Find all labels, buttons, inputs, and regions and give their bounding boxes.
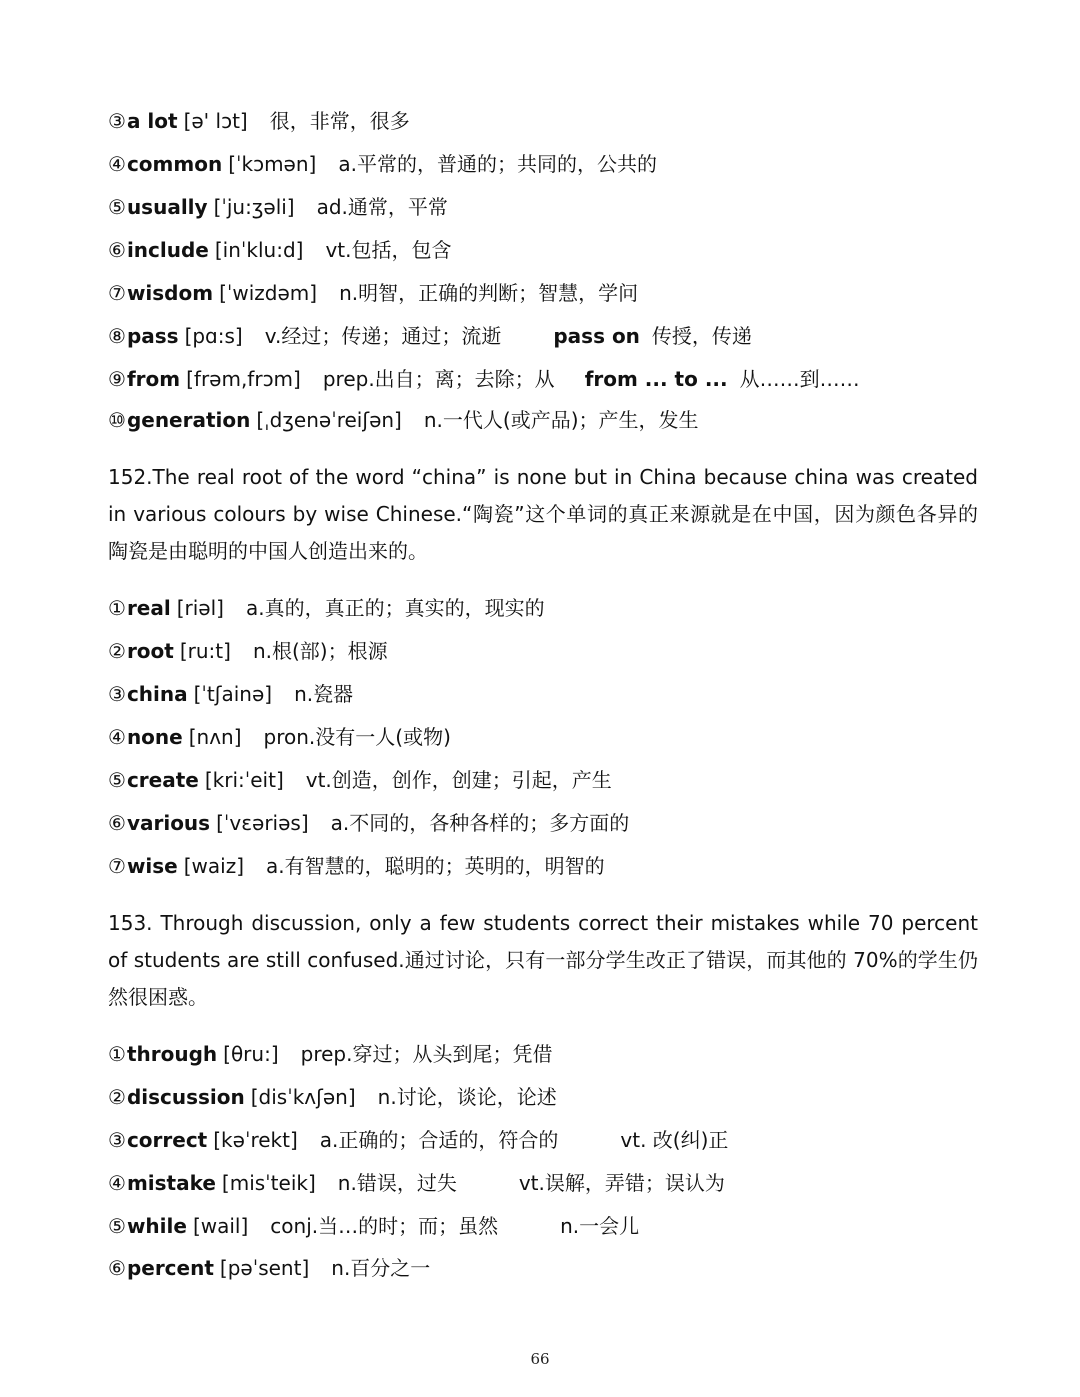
entry-extra-meaning: vt. 改(纠)正 xyxy=(620,1128,729,1152)
entry-number: ⑩ xyxy=(108,408,126,432)
vocab-entry xyxy=(108,1125,1008,1155)
entry-definition: a.平常的，普通的；共同的，公共的 xyxy=(338,152,657,176)
entry-phrase: from ... to ... xyxy=(584,367,728,391)
entry-phonetic: [kri:ˈeit] xyxy=(204,768,284,792)
entry-word: generation xyxy=(126,408,251,432)
entry-definition: 很，非常，很多 xyxy=(269,109,410,133)
entry-phonetic: [pəˈsent] xyxy=(219,1256,310,1280)
page-number: 66 xyxy=(530,1350,550,1368)
entry-phonetic: [pɑ:s] xyxy=(184,324,243,348)
entry-word: various xyxy=(126,811,211,835)
entry-word: a lot xyxy=(126,109,178,133)
vocab-entry xyxy=(108,1039,1008,1069)
vocab-entry xyxy=(108,321,1008,351)
entry-number: ② xyxy=(108,639,126,663)
entry-number: ⑤ xyxy=(108,768,126,792)
entry-word: none xyxy=(126,725,183,749)
entry-number: ② xyxy=(108,1085,126,1109)
vocab-entry xyxy=(108,192,1008,222)
entry-word: mistake xyxy=(126,1171,216,1195)
entry-definition: n.错误，过失 xyxy=(337,1171,457,1195)
entry-word: percent xyxy=(126,1256,214,1280)
entry-number: ⑥ xyxy=(108,238,126,262)
entry-extra-meaning: n.一会儿 xyxy=(560,1214,640,1238)
vocab-entry xyxy=(108,851,1008,881)
entry-number: ⑥ xyxy=(108,811,126,835)
entry-number: ⑤ xyxy=(108,195,126,219)
entry-definition: n.明智，正确的判断；智慧，学问 xyxy=(339,281,639,305)
entry-word: root xyxy=(126,639,174,663)
entry-phonetic: [nʌn] xyxy=(188,725,242,749)
entry-phonetic: [ˈju:ʒəli] xyxy=(213,195,295,219)
vocab-entry xyxy=(108,765,1008,795)
entry-number: ⑥ xyxy=(108,1256,126,1280)
entry-word: create xyxy=(126,768,199,792)
entry-word: include xyxy=(126,238,209,262)
entry-word: china xyxy=(126,682,188,706)
entry-phonetic: [misˈteik] xyxy=(221,1171,316,1195)
entry-number: ① xyxy=(108,1042,126,1066)
entry-number: ⑦ xyxy=(108,281,126,305)
entry-word: through xyxy=(126,1042,218,1066)
entry-definition: conj.当…的时；而；虽然 xyxy=(270,1214,499,1238)
entry-definition: n.瓷器 xyxy=(294,682,354,706)
vocab-entry xyxy=(108,1082,1008,1112)
vocab-entry xyxy=(108,106,1008,136)
entry-number: ⑧ xyxy=(108,324,126,348)
entry-definition: prep.出自；离；去除；从 xyxy=(322,367,555,391)
entry-number: ⑦ xyxy=(108,854,126,878)
vocab-entry xyxy=(108,722,1008,752)
vocab-entry xyxy=(108,364,1008,394)
entry-phonetic: [ˈwizdəm] xyxy=(219,281,318,305)
entry-phrase-meaning: 从……到…… xyxy=(739,367,860,391)
entry-definition: n.百分之一 xyxy=(331,1256,431,1280)
entry-definition: pron.没有一人(或物) xyxy=(263,725,451,749)
vocab-entry xyxy=(108,593,1008,623)
entry-phonetic: [wail] xyxy=(192,1214,249,1238)
entry-number: ④ xyxy=(108,1171,126,1195)
entry-word: wise xyxy=(126,854,178,878)
entry-extra-meaning: vt.误解，弄错；误认为 xyxy=(518,1171,725,1195)
entry-definition: a.正确的；合适的，符合的 xyxy=(319,1128,559,1152)
entry-number: ④ xyxy=(108,152,126,176)
entry-word: pass xyxy=(126,324,179,348)
entry-number: ③ xyxy=(108,109,126,133)
entry-phonetic: [ru:t] xyxy=(179,639,231,663)
entry-phonetic: [inˈklu:d] xyxy=(214,238,304,262)
example-sentence: 153. Through discussion, only a few students correct their mistakes while 70 percent of students are still confused.通过讨论，只有一部分学生改正了错误，而其他的 70%的学生仍然很困惑。 xyxy=(108,911,978,1009)
example-sentence: 152.The real root of the word “china” is none but in China because china was created in various colours by wise Chinese.“陶瓷”这个单词的真正来源就是在中国，因为颜色各异的陶瓷是由聪明的中国人创造出来的。 xyxy=(108,465,978,563)
entry-phonetic: [ə' lɔt] xyxy=(183,109,248,133)
entry-definition: ad.通常，平常 xyxy=(316,195,448,219)
entry-definition: n.讨论，谈论，论述 xyxy=(377,1085,557,1109)
entry-phonetic: [ˈtʃainə] xyxy=(193,682,273,706)
entry-word: common xyxy=(126,152,223,176)
entry-phonetic: [riəl] xyxy=(176,596,224,620)
vocab-entry xyxy=(108,149,1008,179)
entry-number: ① xyxy=(108,596,126,620)
entry-number: ⑨ xyxy=(108,367,126,391)
vocab-entry xyxy=(108,278,1008,308)
entry-word: from xyxy=(126,367,181,391)
entry-phonetic: [ˈkɔmən] xyxy=(228,152,317,176)
entry-phonetic: [ˈvɛəriəs] xyxy=(216,811,309,835)
entry-word: correct xyxy=(126,1128,208,1152)
entry-number: ③ xyxy=(108,1128,126,1152)
entry-definition: vt.包括，包含 xyxy=(325,238,452,262)
entry-word: real xyxy=(126,596,171,620)
entry-phonetic: [θru:] xyxy=(223,1042,279,1066)
entry-phonetic: [disˈkʌʃən] xyxy=(250,1085,356,1109)
entry-phonetic: [frəm,frɔm] xyxy=(186,367,301,391)
entry-word: while xyxy=(126,1214,187,1238)
vocab-entry xyxy=(108,679,1008,709)
vocab-entry xyxy=(108,1253,1008,1283)
entry-definition: a.有智慧的，聪明的；英明的，明智的 xyxy=(266,854,605,878)
entry-definition: prep.穿过；从头到尾；凭借 xyxy=(300,1042,553,1066)
entry-phrase: pass on xyxy=(553,324,640,348)
vocab-entry xyxy=(108,1168,1008,1198)
entry-phonetic: [ˌdʒenəˈreiʃən] xyxy=(256,408,402,432)
vocab-entry xyxy=(108,235,1008,265)
entry-definition: v.经过；传递；通过；流逝 xyxy=(264,324,502,348)
entry-word: discussion xyxy=(126,1085,245,1109)
vocab-entry xyxy=(108,405,1008,435)
entry-number: ⑤ xyxy=(108,1214,126,1238)
entry-phonetic: [waiz] xyxy=(183,854,245,878)
entry-definition: n.根(部)；根源 xyxy=(252,639,388,663)
vocab-entry xyxy=(108,1211,1008,1241)
entry-word: wisdom xyxy=(126,281,214,305)
entry-definition: a.真的，真正的；真实的，现实的 xyxy=(245,596,545,620)
entry-phonetic: [kəˈrekt] xyxy=(213,1128,298,1152)
entry-definition: vt.创造，创作，创建；引起，产生 xyxy=(305,768,612,792)
entry-definition: a.不同的，各种各样的；多方面的 xyxy=(330,811,630,835)
entry-number: ④ xyxy=(108,725,126,749)
entry-word: usually xyxy=(126,195,208,219)
entry-phrase-meaning: 传授，传递 xyxy=(651,324,752,348)
entry-definition: n.一代人(或产品)；产生，发生 xyxy=(423,408,699,432)
vocab-entry xyxy=(108,808,1008,838)
entry-number: ③ xyxy=(108,682,126,706)
vocab-entry xyxy=(108,636,1008,666)
